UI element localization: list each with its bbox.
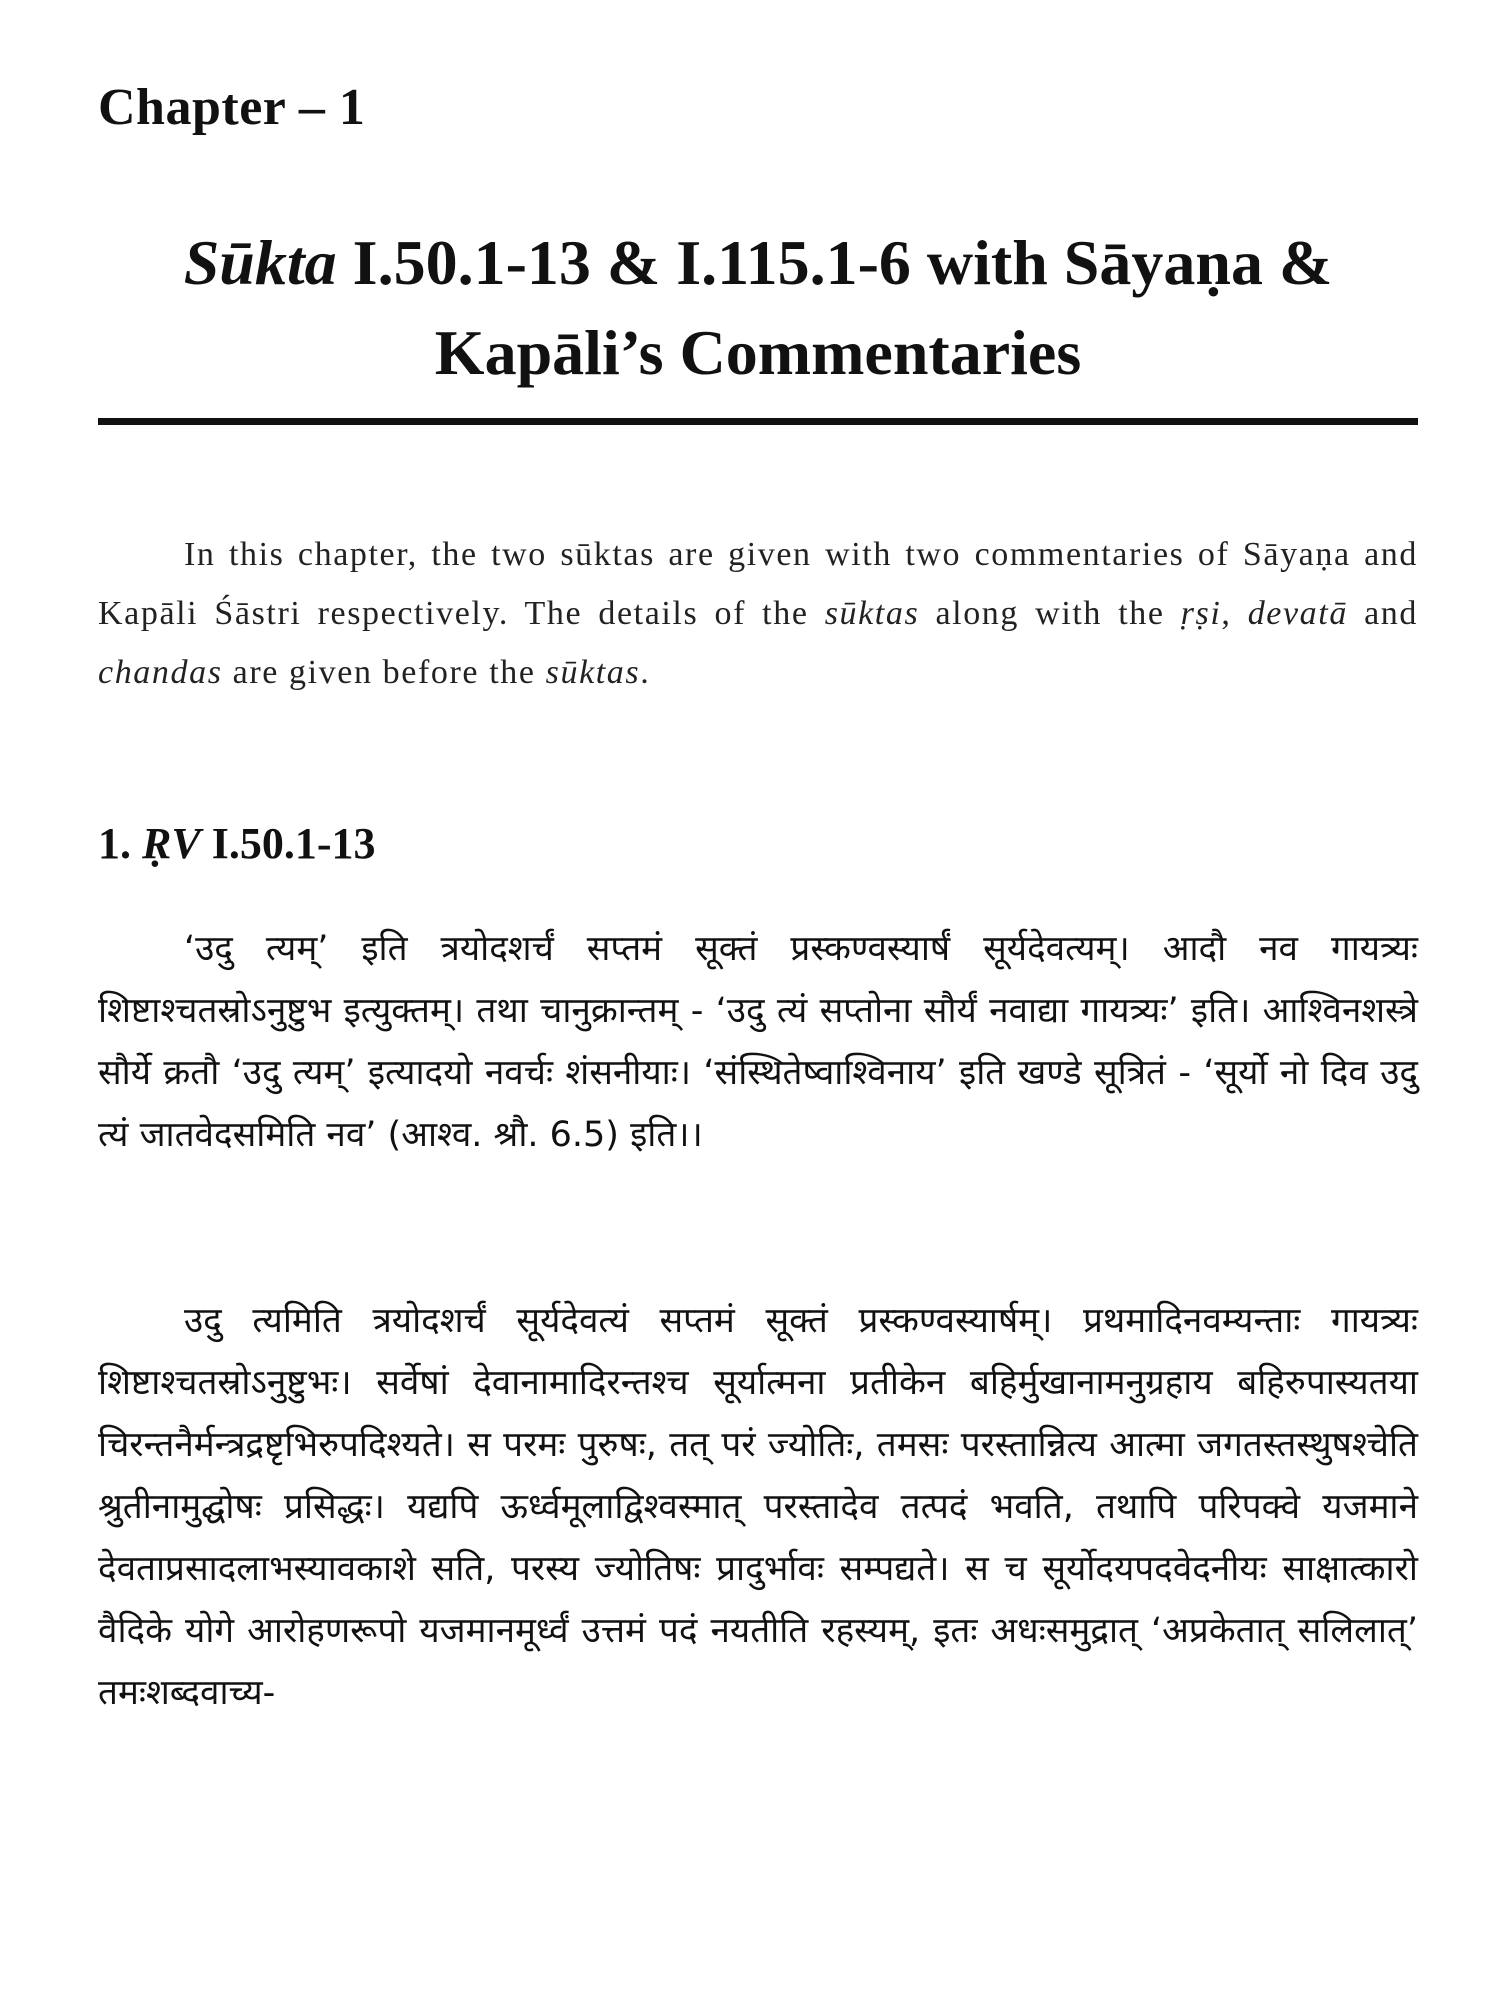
intro-italic-term: ṛṣi (1180, 595, 1222, 632)
intro-text: In this chapter, the two sūktas are given with two commentaries of Sāyaṇa and Kapāli Śāstri respectively. The details of the (98, 536, 1418, 632)
intro-italic-term: chandas (98, 654, 223, 691)
intro-italic-term: sūktas (545, 654, 641, 691)
chapter-title-rest: I.50.1-13 & I.115.1-6 with Sāyaṇa & Kapāli’s Commentaries (336, 227, 1333, 388)
title-divider (98, 418, 1418, 425)
chapter-title (98, 218, 1418, 398)
section-reference: I.50.1-13 (200, 819, 376, 868)
intro-text: are given before the (222, 654, 546, 691)
sanskrit-paragraph-2: उदु त्यमिति त्रयोदशर्चं सूर्यदेवत्यं सप्तमं सूक्तं प्रस्कण्वस्यार्षम्। प्रथमादिनवम्यन्ताः गायत्र्यः शिष्टाश्चतस्रोऽनुष्टुभः। सर्वेषां देवानामादिरन्तश्च सूर्यात्मना प्रतीकेन बहिर्मुखानामनुग्रहाय बहिरुपास्यतया चिरन्तनैर्मन्त्रद्रष्टृभिरुपदिश्यते। स परमः पुरुषः, तत् परं ज्योतिः, तमसः परस्तान्नित्य आत्मा जगतस्तस्थुषश्चेति श्रुतीनामुद्घोषः प्रसिद्धः। यद्यपि ऊर्ध्वमूलाद्विश्वस्मात् परस्तादेव तत्पदं भवति, तथापि परिपक्वे यजमाने देवताप्रसादलाभस्यावकाशे सति, परस्य ज्योतिषः प्रादुर्भावः सम्पद्यते। स च सूर्योदयपदवेदनीयः साक्षात्कारो वैदिके योगे आरोहणरूपो यजमानमूर्ध्वं उत्तमं पदं नयतीति रहस्यम्, इतः अधःसमुद्रात् ‘अप्रकेतात् सलिलात्’ तमःशब्दवाच्य- (98, 1301, 1418, 1713)
chapter-label: Chapter – 1 (98, 79, 366, 136)
sanskrit-paragraph-1: ‘उदु त्यम्’ इति त्रयोदशर्चं सप्तमं सूक्तं प्रस्कण्वस्यार्षं सूर्यदेवत्यम्। आदौ नव गायत्र्यः शिष्टाश्चतस्रोऽनुष्टुभ इत्युक्तम्। तथा चानुक्रान्तम् - ‘उदु त्यं सप्तोना सौर्यं नवाद्या गायत्र्यः’ इति। आश्विनशस्त्रे सौर्ये क्रतौ ‘उदु त्यम्’ इत्यादयो नवर्चः शंसनीयाः। ‘संस्थितेष्वाश्विनाय’ इति खण्डे सूत्रितं - ‘सूर्यो नो दिव उदु त्यं जातवेदसमिति नव’ (आश्व. श्रौ. 6.5) इति।। (98, 929, 1418, 1155)
intro-text: . (640, 654, 651, 691)
chapter-title-italic: Sūkta (183, 227, 337, 298)
section-number: 1. (98, 819, 142, 868)
intro-paragraph (98, 525, 1418, 702)
intro-text: and (1347, 595, 1418, 632)
section-heading (98, 818, 375, 869)
intro-italic-term: devatā (1247, 595, 1348, 632)
section-abbrev: ṚV (142, 819, 201, 868)
book-page (98, 0, 1418, 2000)
intro-italic-term: sūktas (824, 595, 920, 632)
intro-text: , (1221, 595, 1248, 632)
intro-text: along with the (919, 595, 1181, 632)
